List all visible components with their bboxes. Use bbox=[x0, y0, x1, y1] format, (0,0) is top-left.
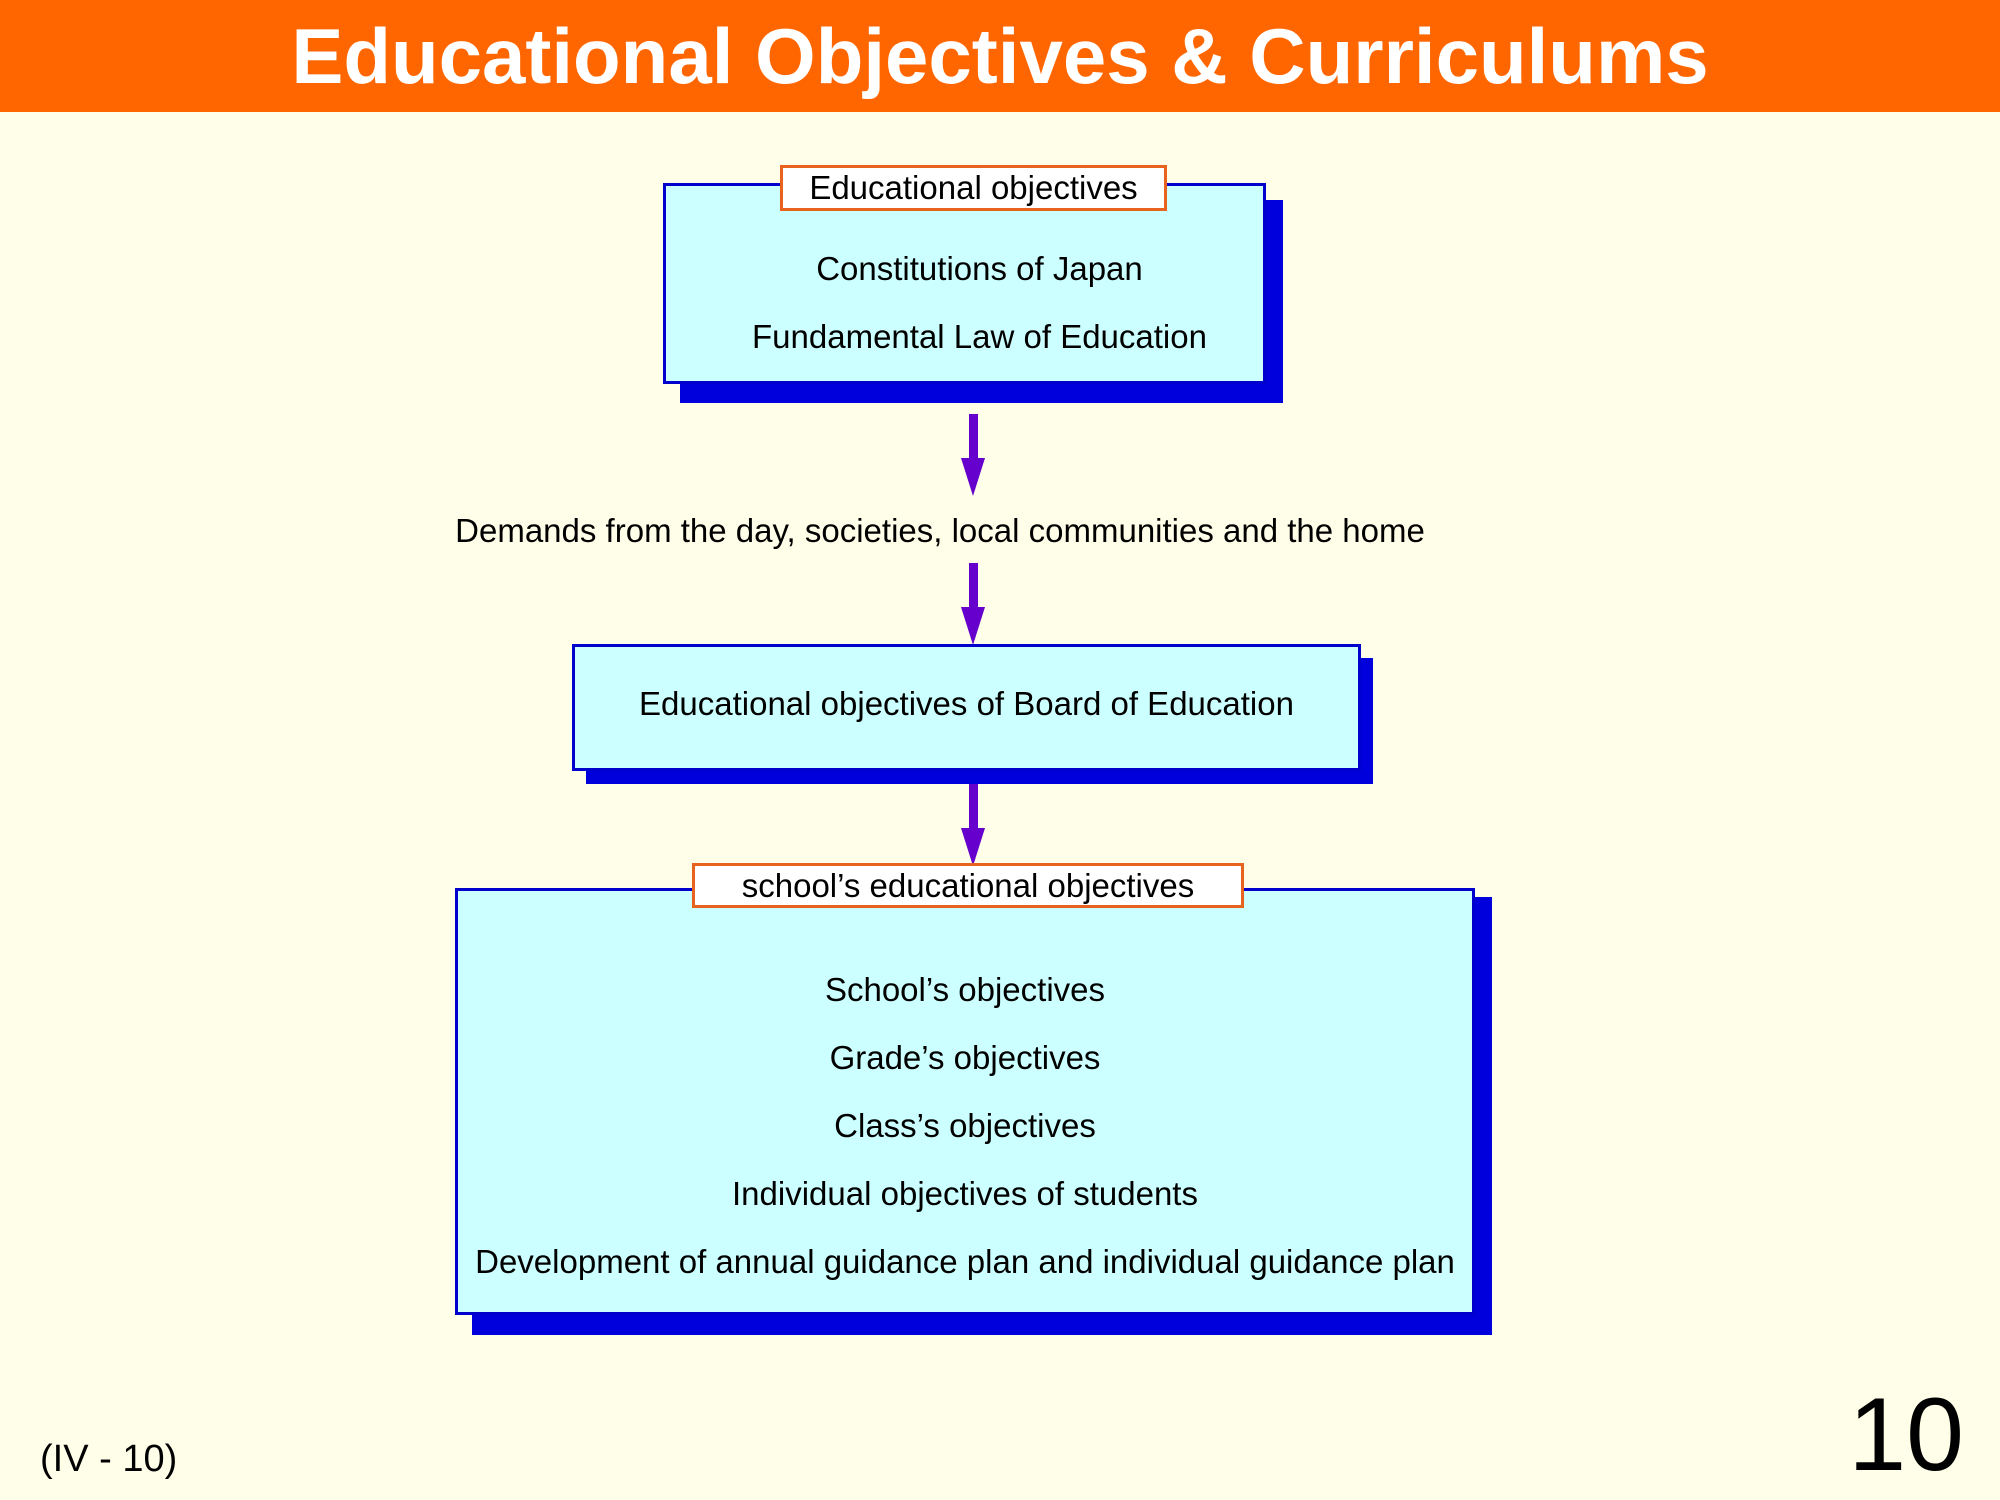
page-number: 10 bbox=[1848, 1377, 1964, 1493]
bottom-box-line-5: Development of annual guidance plan and individual guidance plan bbox=[475, 1243, 1455, 1280]
middle-box-text: Educational objectives of Board of Education bbox=[639, 685, 1294, 722]
top-box bbox=[663, 183, 1266, 384]
top-box-label: Educational objectives bbox=[780, 165, 1167, 211]
bottom-box bbox=[455, 888, 1475, 1315]
bottom-box-line-3: Class’s objectives bbox=[834, 1107, 1096, 1144]
title-bar bbox=[0, 0, 2000, 112]
top-box-line-2: Fundamental Law of Education bbox=[752, 318, 1207, 355]
bottom-box-line-2: Grade’s objectives bbox=[829, 1039, 1101, 1076]
arrow-down-icon bbox=[953, 414, 993, 498]
arrow-down-icon bbox=[953, 784, 993, 868]
bottom-box-line-1: School’s objectives bbox=[824, 971, 1106, 1008]
bottom-box-label: school’s educational objectives bbox=[692, 863, 1244, 908]
middle-box bbox=[572, 644, 1361, 771]
demands-text: Demands from the day, societies, local communities and the home bbox=[455, 512, 1425, 549]
top-box-line-1: Constitutions of Japan bbox=[816, 250, 1143, 287]
bottom-box-line-4: Individual objectives of students bbox=[732, 1175, 1198, 1212]
arrow-down-icon bbox=[953, 563, 993, 647]
footer-reference: (IV - 10) bbox=[40, 1438, 178, 1480]
slide-title: Educational Objectives & Curriculums bbox=[291, 12, 1709, 100]
